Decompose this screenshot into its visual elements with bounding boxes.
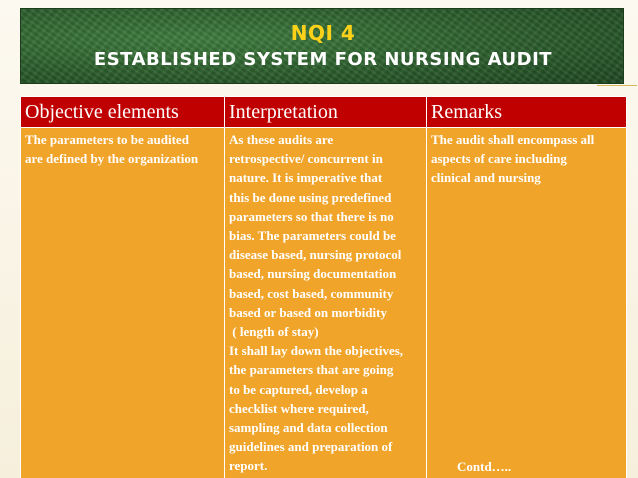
interpretation-line: based or based on morbidity [229, 304, 387, 320]
interpretation-line: to be captured, develop a [229, 381, 368, 397]
audit-table [20, 96, 627, 478]
remarks-line: aspects of care including [431, 151, 567, 167]
column-header-objective: Objective elements [21, 97, 225, 128]
slide-subtitle: NQI 4 [290, 21, 356, 45]
interpretation-line: bias. The parameters could be [229, 228, 396, 244]
objective-line: are defined by the organization [25, 151, 199, 167]
remarks-cell [427, 128, 627, 478]
interpretation-line: retrospective/ concurrent in [229, 151, 383, 167]
interpretation-line: disease based, nursing protocol [229, 247, 402, 263]
interpretation-line: nature. It is imperative that [229, 170, 383, 186]
decorative-rule [597, 85, 637, 86]
audit-table-container [20, 96, 626, 478]
interpretation-line: It shall lay down the objectives, [229, 343, 404, 359]
continued-label: Contd….. [457, 459, 512, 474]
slide-title: ESTABLISHED SYSTEM FOR NURSING AUDIT [93, 49, 553, 70]
interpretation-line: As these audits are [229, 132, 334, 147]
column-header-remarks: Remarks [427, 97, 627, 128]
objective-line: The parameters to be audited [25, 132, 189, 147]
objective-cell [21, 128, 225, 478]
interpretation-line: report. [229, 458, 268, 474]
table-row [21, 128, 627, 478]
title-banner [20, 8, 624, 84]
remarks-line: The audit shall encompass all [431, 132, 595, 147]
interpretation-line: sampling and data collection [229, 420, 388, 436]
interpretation-line: based, nursing documentation [229, 266, 397, 282]
interpretation-line: guidelines and preparation of [229, 439, 393, 455]
interpretation-line: ( length of stay) [229, 324, 319, 340]
interpretation-line: this be done using predefined [229, 189, 392, 205]
remarks-line: clinical and nursing [431, 170, 541, 186]
interpretation-line: parameters so that there is no [229, 208, 394, 224]
table-header-row [21, 97, 627, 128]
interpretation-line: checklist where required, [229, 400, 369, 416]
interpretation-line: based, cost based, community [229, 285, 394, 301]
interpretation-cell [225, 128, 427, 478]
interpretation-line: the parameters that are going [229, 362, 394, 378]
column-header-interpretation: Interpretation [225, 97, 427, 128]
